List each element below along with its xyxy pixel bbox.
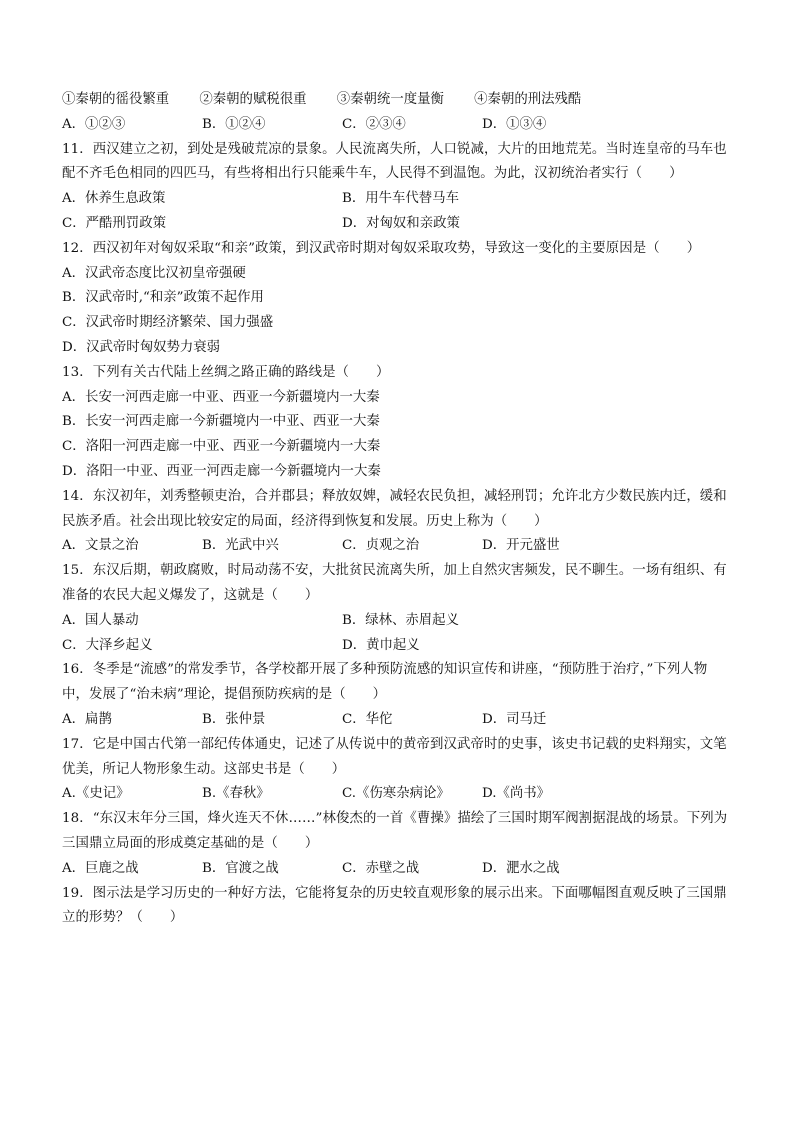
option-d: D．对匈奴和亲政策 bbox=[342, 215, 460, 231]
option-c: C．洛阳一河西走廊一中亚、西亚一今新疆境内一大秦 bbox=[62, 439, 381, 455]
option-b: B．官渡之战 bbox=[202, 860, 279, 876]
q11-options-row1 bbox=[62, 187, 734, 212]
option-a: A．国人暴动 bbox=[62, 612, 139, 628]
option-b: B.《春秋》 bbox=[202, 786, 270, 802]
q13-stem: 13．下列有关古代陆上丝绸之路正确的路线是（ ） bbox=[62, 364, 390, 380]
option-d: D.《尚书》 bbox=[482, 786, 551, 802]
q14-stem: 14．东汉初年，刘秀整顿吏治，合并郡县；释放奴婢，减轻农民负担，减轻刑罚；允许北方少数民族内迁，缓和民族矛盾。社会出现比较安定的局面，经济得到恢复和发展。历史上称为（ ） bbox=[62, 488, 727, 529]
q10-options bbox=[62, 113, 734, 138]
option-c: C．华佗 bbox=[342, 711, 393, 727]
statement-3: ③秦朝统一度量衡 bbox=[336, 92, 444, 107]
q15-stem: 15．东汉后期，朝政腐败，时局动荡不安，大批贫民流离失所，加上自然灾害频发，民不聊生。一场有组织、有准备的农民大起义爆发了，这就是（ ） bbox=[62, 563, 727, 603]
option-d: D．洛阳一中亚、西亚一河西走廊一今新疆境内一大秦 bbox=[62, 463, 381, 479]
option-d: D．黄巾起义 bbox=[342, 637, 420, 653]
option-b: B．张仲景 bbox=[202, 711, 266, 727]
option-c: C．大泽乡起义 bbox=[62, 637, 153, 653]
q15-options-row2 bbox=[62, 634, 734, 659]
option-b: B．①②④ bbox=[202, 116, 266, 132]
option-a: A.《史记》 bbox=[62, 786, 130, 802]
statement-1: ①秦朝的徭役繁重 bbox=[62, 92, 170, 107]
option-d: D．①③④ bbox=[482, 116, 547, 132]
option-b: B．用牛车代替马车 bbox=[342, 191, 459, 207]
q11-stem: 11．西汉建立之初，到处是残破荒凉的景象。人民流离失所，人口锐减，大片的田地荒芜。当时连皇帝的马车也配不齐毛色相同的四匹马，有些将相出行只能乘牛车，人民得不到温饱。为此，汉初统治者实行（ ） bbox=[62, 141, 727, 182]
option-a: A．文景之治 bbox=[62, 538, 139, 554]
q12-stem: 12．西汉初年对匈奴采取“和亲”政策，到汉武帝时期对匈奴采取攻势，导致这一变化的主要原因是（ ） bbox=[62, 240, 701, 256]
option-c: C．严酷刑罚政策 bbox=[62, 215, 166, 231]
option-a: A．扁鹊 bbox=[62, 711, 112, 727]
option-a: A．长安一河西走廊一中亚、西亚一今新疆境内一大秦 bbox=[62, 389, 380, 405]
q16-stem: 16．冬季是“流感”的常发季节，各学校都开展了多种预防流感的知识宣传和讲座，“预防胜于治疗，”下列人物中，发展了“治未病”理论，提倡预防疾病的是（ ） bbox=[62, 662, 708, 703]
q17-options bbox=[62, 782, 734, 807]
option-c: C．贞观之治 bbox=[342, 538, 420, 554]
option-c: C．②③④ bbox=[342, 116, 406, 132]
q18-options bbox=[62, 857, 734, 882]
option-a: A．休养生息政策 bbox=[62, 191, 166, 207]
option-a: A．巨鹿之战 bbox=[62, 860, 139, 876]
option-b: B．光武中兴 bbox=[202, 538, 279, 554]
option-b: B．汉武帝时,“和亲”政策不起作用 bbox=[62, 290, 264, 306]
option-d: D．汉武帝时匈奴势力衰弱 bbox=[62, 339, 221, 355]
q19-stem: 19．图示法是学习历史的一种好方法，它能将复杂的历史较直观形象的展示出来。下面哪幅图直观反映了三国鼎立的形势？（ ） bbox=[62, 885, 727, 926]
option-c: C．赤壁之战 bbox=[342, 860, 420, 876]
option-c: C．汉武帝时期经济繁荣、国力强盛 bbox=[62, 315, 274, 331]
q14-options bbox=[62, 534, 734, 559]
option-c: C.《伤寒杂病论》 bbox=[342, 786, 450, 802]
q10-statements bbox=[62, 88, 734, 113]
q16-options bbox=[62, 708, 734, 733]
option-d: D．淝水之战 bbox=[482, 860, 560, 876]
q17-stem: 17．它是中国古代第一部纪传体通史，记述了从传说中的黄帝到汉武帝时的史事，该史书记载的史料翔实，文笔优美，所记人物形象生动。这部史书是（ ） bbox=[62, 736, 727, 777]
q15-options-row1 bbox=[62, 609, 734, 634]
exam-page bbox=[62, 88, 734, 931]
option-a: A．汉武帝态度比汉初皇帝强硬 bbox=[62, 265, 246, 281]
option-b: B．长安一河西走廊一今新疆境内一中亚、西亚一大秦 bbox=[62, 414, 380, 430]
statement-4: ④秦朝的刑法残酷 bbox=[474, 92, 582, 107]
option-d: D．司马迁 bbox=[482, 711, 547, 727]
q18-stem: 18．“东汉末年分三国，烽火连天不休……”林俊杰的一首《曹操》描绘了三国时期军阀割据混战的场景。下列为三国鼎立局面的形成奠定基础的是（ ） bbox=[62, 811, 728, 851]
option-a: A．①②③ bbox=[62, 116, 126, 132]
option-b: B．绿林、赤眉起义 bbox=[342, 612, 459, 628]
q11-options-row2 bbox=[62, 212, 734, 237]
statement-2: ②秦朝的赋税很重 bbox=[199, 92, 307, 107]
option-d: D．开元盛世 bbox=[482, 538, 560, 554]
